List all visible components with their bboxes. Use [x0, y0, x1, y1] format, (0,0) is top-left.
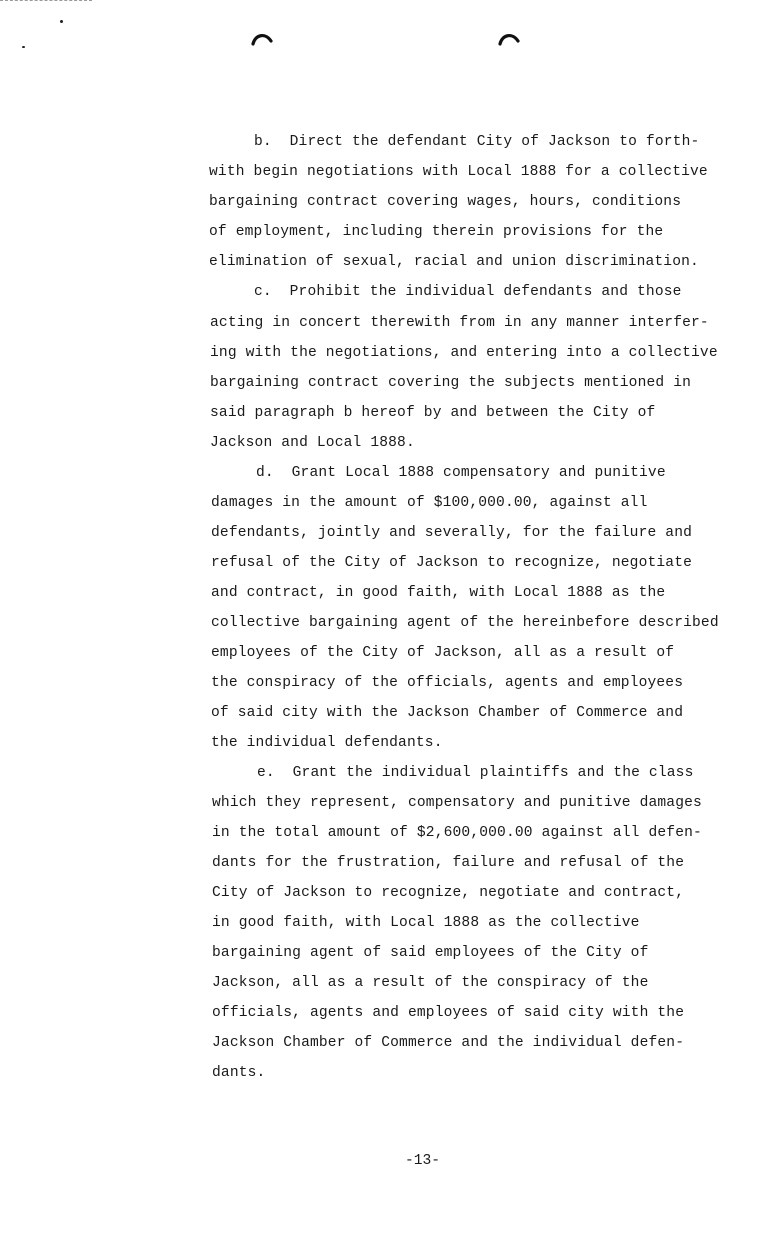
paragraph-d-line-3: defendants, jointly and severally, for the failure and [211, 525, 693, 541]
paragraph-d-line-8: the conspiracy of the officials, agents and employees [211, 675, 684, 691]
paragraph-b-line-1: b. Direct the defendant City of Jackson to forth- [254, 134, 700, 150]
paragraph-c-line-3: ing with the negotiations, and entering into a collective [210, 345, 718, 361]
paragraph-c-line-2: acting in concert therewith from in any manner interfer- [210, 315, 709, 331]
paragraph-b-line-4: of employment, including therein provisions for the [209, 224, 664, 240]
paragraph-e-line-2: which they represent, compensatory and punitive damages [212, 795, 702, 811]
paragraph-d-line-6: collective bargaining agent of the hereinbefore described [211, 615, 719, 631]
paragraph-c-line-5: said paragraph b hereof by and between the City of [210, 405, 656, 421]
paragraph-b-line-3: bargaining contract covering wages, hours, conditions [209, 194, 682, 210]
paragraph-e-line-1: e. Grant the individual plaintiffs and the class [257, 765, 694, 781]
paragraph-e-line-7: bargaining agent of said employees of the City of [212, 945, 649, 961]
paragraph-c-line-6: Jackson and Local 1888. [210, 435, 415, 451]
paragraph-e-line-4: dants for the frustration, failure and refusal of the [212, 855, 685, 871]
paragraph-b-line-5: elimination of sexual, racial and union discrimination. [209, 254, 699, 270]
paragraph-e-line-8: Jackson, all as a result of the conspiracy of the [212, 975, 649, 991]
paragraph-c-line-1: c. Prohibit the individual defendants and those [254, 284, 682, 300]
paragraph-d-line-10: the individual defendants. [211, 735, 443, 751]
paragraph-d-line-7: employees of the City of Jackson, all as a result of [211, 645, 675, 661]
paragraph-d-line-2: damages in the amount of $100,000.00, against all [211, 495, 648, 511]
paragraph-e-line-9: officials, agents and employees of said city with the [212, 1005, 685, 1021]
paragraph-e-line-11: dants. [212, 1065, 266, 1081]
paragraph-b-line-2: with begin negotiations with Local 1888 for a collective [209, 164, 708, 180]
paragraph-d-line-4: refusal of the City of Jackson to recognize, negotiate [211, 555, 693, 571]
page-number: -13- [405, 1153, 441, 1169]
paragraph-d-line-9: of said city with the Jackson Chamber of Commerce and [211, 705, 684, 721]
binder-hole-left-icon [251, 32, 273, 46]
paragraph-e-line-5: City of Jackson to recognize, negotiate and contract, [212, 885, 685, 901]
scan-speck [60, 20, 63, 23]
scan-speck [22, 46, 25, 48]
paragraph-d-line-1: d. Grant Local 1888 compensatory and punitive [256, 465, 666, 481]
paragraph-c-line-4: bargaining contract covering the subjects mentioned in [210, 375, 692, 391]
paragraph-e-line-10: Jackson Chamber of Commerce and the individual defen- [212, 1035, 685, 1051]
paragraph-d-line-5: and contract, in good faith, with Local 1888 as the [211, 585, 666, 601]
paragraph-e-line-3: in the total amount of $2,600,000.00 against all defen- [212, 825, 702, 841]
binder-hole-right-icon [498, 32, 520, 46]
paragraph-e-line-6: in good faith, with Local 1888 as the collective [212, 915, 640, 931]
scan-edge-mark [0, 0, 92, 1]
